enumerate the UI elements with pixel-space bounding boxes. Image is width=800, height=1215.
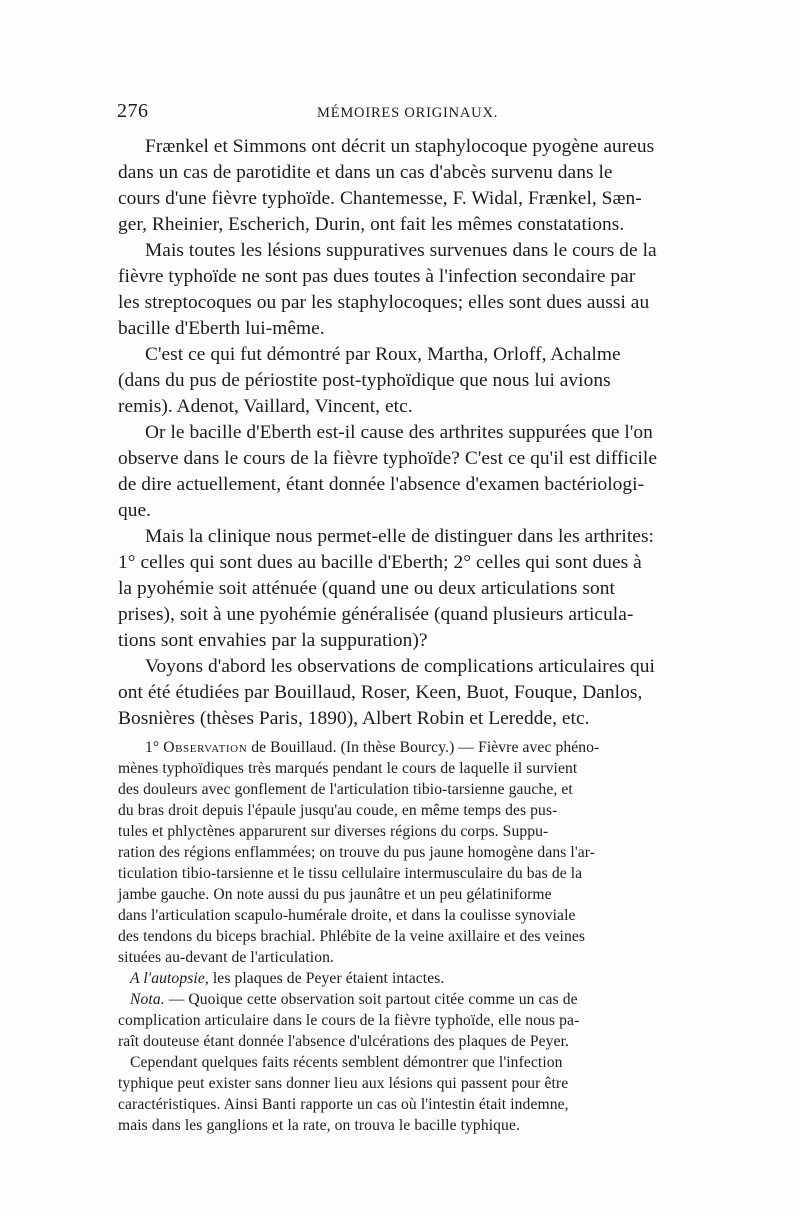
body-line: les streptocoques ou par les staphylocoques; elles sont dues aussi au xyxy=(118,292,650,313)
page-header xyxy=(117,100,697,126)
body-line: Mais la clinique nous permet-elle de distinguer dans les arthrites: xyxy=(145,526,654,547)
observation-line: des tendons du biceps brachial. Phlébite de la veine axillaire et des veines xyxy=(118,928,586,945)
nota-line: raît douteuse étant donnée l'absence d'ulcérations des plaques de Peyer. xyxy=(118,1033,570,1050)
body-line: remis). Adenot, Vaillard, Vincent, etc. xyxy=(118,396,413,417)
observation-line: ticulation tibio-tarsienne et le tissu cellulaire intermusculaire du bas de la xyxy=(118,865,583,882)
nota-text: — Quoique cette observation soit partout citée comme un cas de xyxy=(168,991,578,1008)
body-line: Bosnières (thèses Paris, 1890), Albert Robin et Leredde, etc. xyxy=(118,708,590,729)
body-line: dans un cas de parotidite et dans un cas d'abcès survenu dans le xyxy=(118,162,613,183)
nota-line xyxy=(130,991,578,1009)
body-line: Frænkel et Simmons ont décrit un staphylocoque pyogène aureus xyxy=(145,136,655,157)
body-line: ger, Rheinier, Escherich, Durin, ont fait les mêmes constatations. xyxy=(118,214,625,235)
observation-heading-text: de Bouillaud. (In thèse Bourcy.) — Fièvre avec phéno- xyxy=(251,739,600,756)
body-line: 1° celles qui sont dues au bacille d'Eberth; 2° celles qui sont dues à xyxy=(118,552,642,573)
observation-number: 1° xyxy=(145,739,160,756)
nota-line: typhique peut exister sans donner lieu aux lésions qui passent pour être xyxy=(118,1075,569,1092)
nota-label: Nota. xyxy=(130,991,165,1008)
observation-line: du bras droit depuis l'épaule jusqu'au coude, en même temps des pus- xyxy=(118,802,558,819)
body-line: cours d'une fièvre typhoïde. Chantemesse, F. Widal, Frænkel, Sæn- xyxy=(118,188,642,209)
nota-line: complication articulaire dans le cours de la fièvre typhoïde, elle nous pa- xyxy=(118,1012,580,1029)
body-line: Mais toutes les lésions suppuratives survenues dans le cours de la xyxy=(145,240,657,261)
autopsy-label: A l'autopsie, xyxy=(130,970,209,987)
autopsy-text: les plaques de Peyer étaient intactes. xyxy=(212,970,445,987)
body-line: observe dans le cours de la fièvre typhoïde? C'est ce qu'il est difficile xyxy=(118,448,658,469)
observation-line: ration des régions enflammées; on trouve du pus jaune homogène dans l'ar- xyxy=(118,844,596,861)
running-head: MÉMOIRES ORIGINAUX. xyxy=(317,105,499,121)
nota-line: caractéristiques. Ainsi Banti rapporte un cas où l'intestin était indemne, xyxy=(118,1096,569,1113)
observation-label: Observation xyxy=(163,739,248,756)
body-line: Voyons d'abord les observations de complications articulaires qui xyxy=(145,656,655,677)
body-line: tions sont envahies par la suppuration)? xyxy=(118,630,428,651)
observation-line: situées au-devant de l'articulation. xyxy=(118,949,334,966)
body-line: bacille d'Eberth lui-même. xyxy=(118,318,325,339)
body-line: la pyohémie soit atténuée (quand une ou deux articulations sont xyxy=(118,578,615,599)
observation-line: dans l'articulation scapulo-humérale droite, et dans la coulisse synoviale xyxy=(118,907,576,924)
observation-line: des douleurs avec gonflement de l'articulation tibio-tarsienne gauche, et xyxy=(118,781,573,798)
page-number: 276 xyxy=(117,100,149,122)
observation-line: tules et phlyctènes apparurent sur diverses régions du corps. Suppu- xyxy=(118,823,549,840)
body-line: (dans du pus de périostite post-typhoïdique que nous lui avions xyxy=(118,370,611,391)
body-line: ont été étudiées par Bouillaud, Roser, Keen, Buot, Fouque, Danlos, xyxy=(118,682,643,703)
body-line: prises), soit à une pyohémie généralisée (quand plusieurs articula- xyxy=(118,604,634,625)
observation-heading-line xyxy=(145,739,599,757)
body-line: de dire actuellement, étant donnée l'absence d'examen bactériologi- xyxy=(118,474,645,495)
autopsy-line xyxy=(130,970,444,988)
body-line: que. xyxy=(118,500,152,521)
observation-line: jambe gauche. On note aussi du pus jaunâtre et un peu gélatiniforme xyxy=(118,886,552,903)
body-line: C'est ce qui fut démontré par Roux, Martha, Orloff, Achalme xyxy=(145,344,621,365)
nota-line: Cependant quelques faits récents semblent démontrer que l'infection xyxy=(130,1054,563,1071)
body-line: fièvre typhoïde ne sont pas dues toutes à l'infection secondaire par xyxy=(118,266,636,287)
observation-line: mènes typhoïdiques très marqués pendant le cours de laquelle il survient xyxy=(118,760,578,777)
nota-line: mais dans les ganglions et la rate, on trouva le bacille typhique. xyxy=(118,1117,520,1134)
body-line: Or le bacille d'Eberth est-il cause des arthrites suppurées que l'on xyxy=(145,422,653,443)
